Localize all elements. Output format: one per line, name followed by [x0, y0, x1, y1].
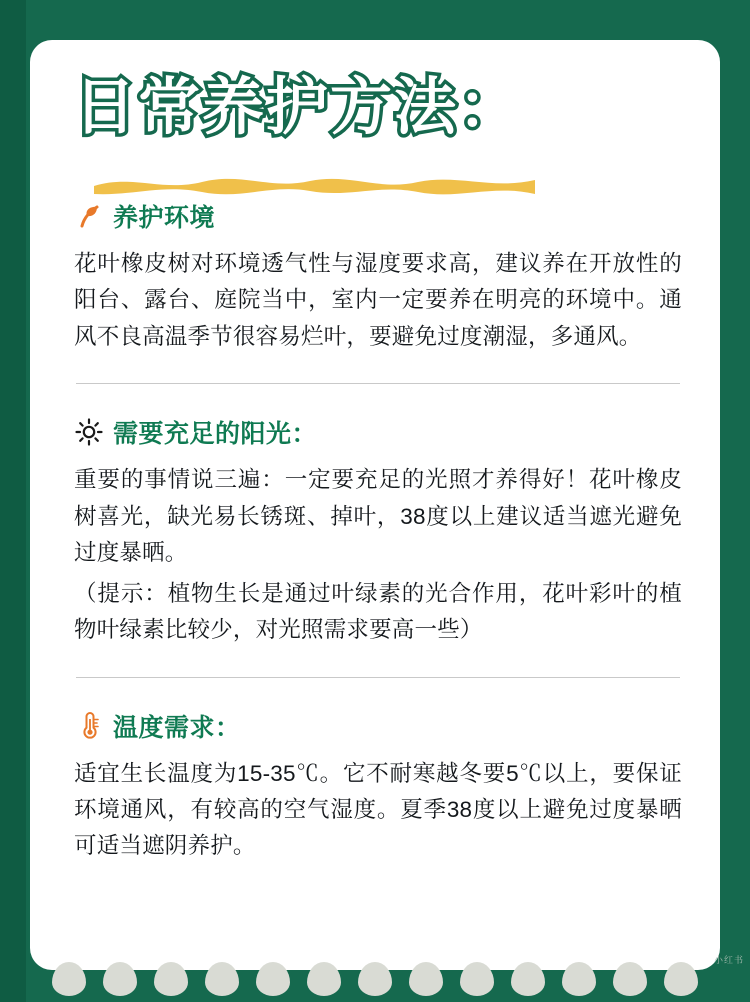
scallop-dot	[562, 962, 596, 996]
divider	[76, 677, 680, 678]
scallop-dot	[205, 962, 239, 996]
title-block	[74, 74, 682, 192]
paragraph: 重要的事情说三遍：一定要充足的光照才养得好！花叶橡皮树喜光，缺光易长锈斑、掉叶，38度以上建议适当遮光避免过度暴晒。	[74, 467, 682, 566]
scallop-dot	[358, 962, 392, 996]
paragraph: 适宜生长温度为15-35℃。它不耐寒越冬要5℃以上，要保证环境通风，有较高的空气湿度。夏季38度以上避免过度暴晒可适当遮阴养护。	[74, 760, 682, 859]
title-underline-brush	[92, 170, 537, 196]
section-title: 需要充足的阳光：	[113, 420, 318, 449]
scallop-dot	[307, 962, 341, 996]
section-care-environment	[74, 198, 682, 355]
section-title: 温度需求：	[113, 713, 241, 742]
scallop-dot	[52, 962, 86, 996]
leaf-sprout-icon	[74, 201, 104, 231]
scallop-dot	[613, 962, 647, 996]
paragraph: 花叶橡皮树对环境透气性与湿度要求高，建议养在开放性的阳台、露台、庭院当中，室内一定要养在明亮的环境中。通风不良高温季节很容易烂叶，要避免过度潮湿，多通风。	[74, 251, 682, 349]
section-body	[74, 246, 682, 355]
section-body	[74, 756, 682, 865]
section-heading	[74, 414, 682, 450]
card-inner	[30, 40, 720, 970]
divider	[76, 383, 680, 384]
thermometer-icon	[74, 711, 104, 741]
scallop-dot	[511, 962, 545, 996]
section-temperature	[74, 708, 682, 865]
scallop-dot	[256, 962, 290, 996]
page-title: 日常养护方法：	[74, 73, 523, 142]
watermark-label: 小红书	[713, 955, 744, 965]
scallop-decoration	[0, 944, 750, 1002]
section-heading	[74, 708, 682, 744]
section-body	[74, 462, 682, 648]
scallop-dot	[103, 962, 137, 996]
scallop-dot	[664, 962, 698, 996]
scallop-dot	[460, 962, 494, 996]
paragraph-note: （提示：植物生长是通过叶绿素的光合作用，花叶彩叶的植物叶绿素比较少，对光照需求要高一些）	[74, 580, 682, 643]
scallop-dot	[409, 962, 443, 996]
scallop-dot	[154, 962, 188, 996]
section-title: 养护环境	[113, 204, 216, 232]
section-sunlight	[74, 414, 682, 648]
content-card	[30, 40, 720, 970]
section-heading	[74, 198, 682, 234]
sun-icon	[74, 417, 104, 447]
